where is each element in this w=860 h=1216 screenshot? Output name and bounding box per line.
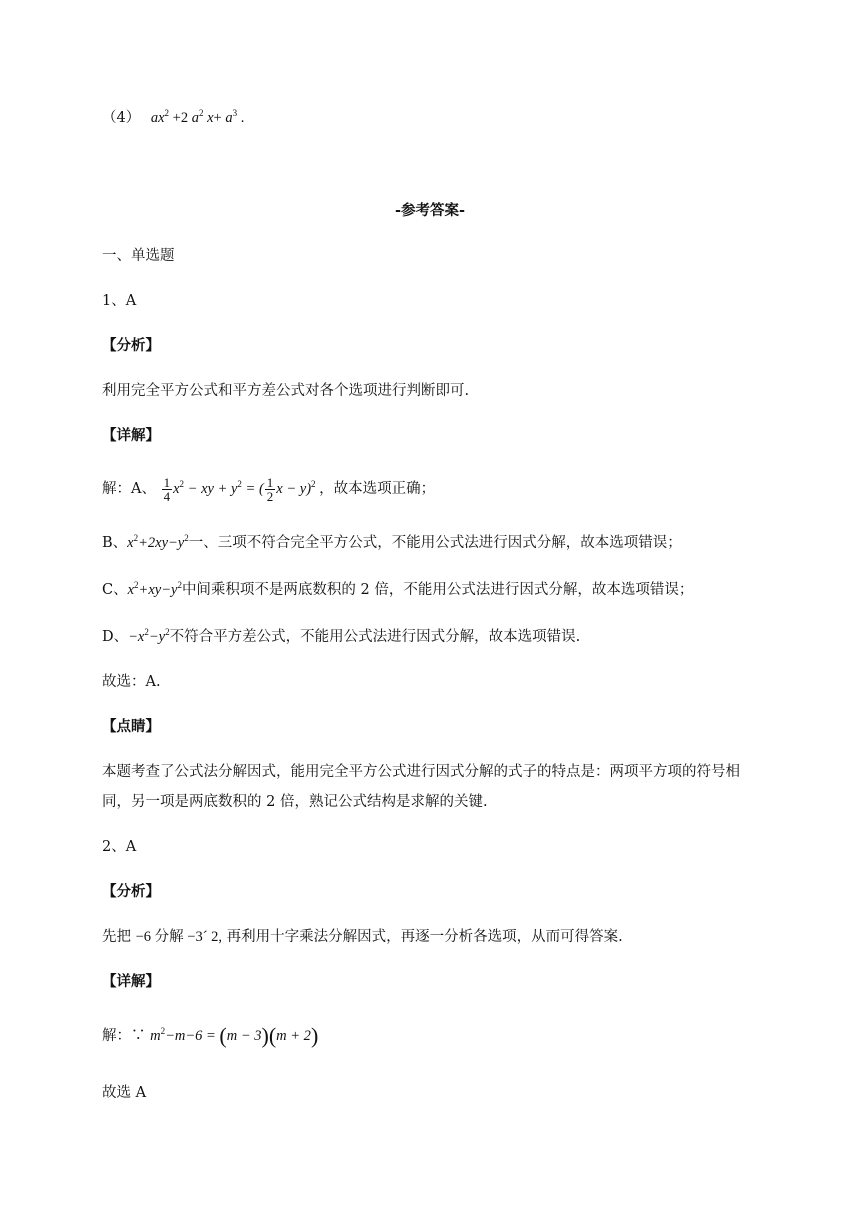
analysis-heading: 【分析】 [102, 883, 160, 900]
option-b-line: B、$x^2+2xy-y^2$一、三项不符合完全平方公式，不能用公式法进行因式分解，故本选项错误； [102, 533, 682, 551]
comment-text-line-1: 本题考查了公式法分解因式，能用完全平方公式进行因式分解的式子的特点是：两项平方项的符号相 [102, 764, 740, 780]
comment-heading: 【点睛】 [102, 718, 160, 735]
option-d-formula: $-x^2-y^2$ [128, 627, 170, 645]
option-a-formula: $\frac{1}{4}$ $x^2$ − xy + $y^2$ = ( $\frac{1}{2}$ x − y)$^2$ [163, 475, 316, 504]
comment-text-line-2: 同，另一项是两底数积的 2 倍，熟记公式结构是求解的关键. [102, 794, 488, 810]
question-number: （4） [102, 110, 141, 126]
question-4 [102, 108, 244, 128]
section-heading: 一、单选题 [102, 248, 175, 264]
option-c-formula: $x^2+xy-y^2$ [127, 580, 182, 598]
option-d-line: D、$-x^2-y^2$不符合平方差公式，不能用公式法进行因式分解，故本选项错误. [102, 627, 581, 645]
fraction: $\frac{1}{4}$ [163, 475, 171, 504]
solution-heading: 【详解】 [102, 973, 160, 990]
question-4-expression: $ax^2 +2$ $a^2$ $x+ a^3$ . [150, 108, 245, 126]
analysis-heading: 【分析】 [102, 337, 160, 354]
item-2-label: 2、A [102, 839, 137, 855]
option-a-line: 解：A、 $\frac{1}{4}$ $x^2$ − xy + $y^2$ = ( $\frac{1}{2}$ x − y)$^2$ ，故本选项正确； [102, 475, 436, 504]
item-1-label: 1、A [102, 293, 137, 309]
analysis-text: 先把 −6 分解 −3´ 2, 再利用十字乘法分解因式，再逐一分析各选项，从而可得答案. [102, 929, 623, 945]
conclusion-text: 故选：A. [102, 674, 161, 690]
conclusion-text: 故选 A [102, 1085, 147, 1101]
solution-formula: $m^2-m-6 = (m - 3)(m + 2)$ [150, 1023, 319, 1048]
solution-line: 解：∵ $m^2-m-6 = (m - 3)(m + 2)$ [102, 1023, 319, 1048]
option-b-formula: $x^2+2xy-y^2$ [127, 533, 189, 551]
solution-heading: 【详解】 [102, 427, 160, 444]
option-c-line: C、$x^2+xy-y^2$中间乘积项不是两底数积的 2 倍，不能用公式法进行因式分解，故本选项错误； [102, 580, 694, 598]
analysis-text: 利用完全平方公式和平方差公式对各个选项进行判断即可. [102, 383, 470, 399]
fraction: $\frac{1}{2}$ [266, 475, 274, 504]
answer-title: -参考答案- [394, 202, 466, 219]
